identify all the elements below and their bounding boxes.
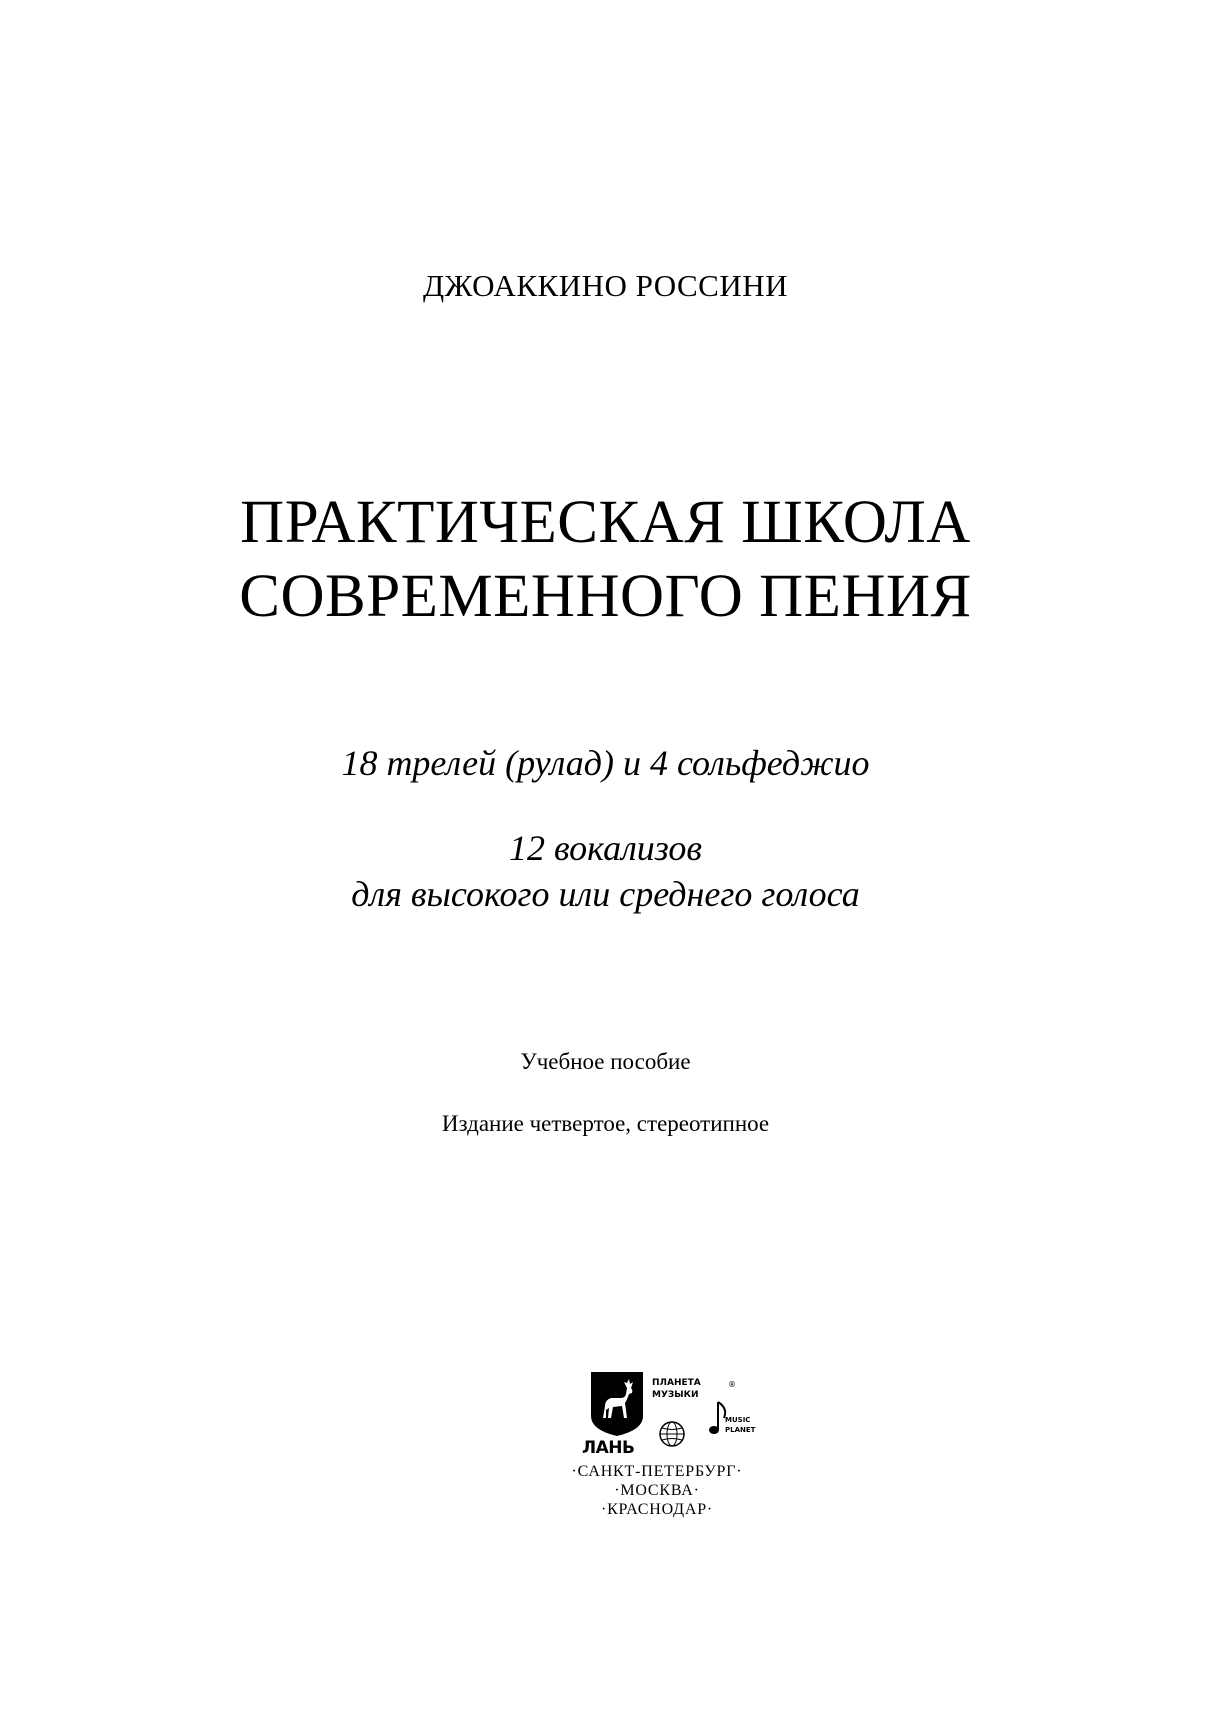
- city-saint-petersburg: ·САНКТ-ПЕТЕРБУРГ·: [571, 1463, 743, 1480]
- book-type: Учебное пособие: [520, 1049, 691, 1074]
- subtitle-vocalises-line-1: 12 вокализов: [509, 828, 702, 868]
- trademark-symbol: ®: [728, 1380, 736, 1389]
- music-planet-text-2: PLANET: [725, 1426, 756, 1434]
- publisher-cities: [557, 1462, 757, 1519]
- planet-logo-text-1: ПЛАНЕТА: [652, 1378, 701, 1388]
- music-planet-text-1: MUSIC: [725, 1416, 751, 1424]
- edition-note: Издание четвертое, стереотипное: [441, 1111, 770, 1136]
- globe-note-icon: [652, 1400, 732, 1450]
- city-krasnodar: ·КРАСНОДАР·: [600, 1501, 714, 1518]
- city-moscow: ·МОСКВА·: [614, 1482, 700, 1499]
- lan-logo-text: ЛАНЬ: [582, 1438, 635, 1458]
- author-name: ДЖОАККИНО РОССИНИ: [422, 268, 789, 303]
- subtitle-vocalises-line-2: для высокого или среднего голоса: [351, 874, 860, 914]
- planet-logo-text-2: МУЗЫКИ: [652, 1390, 699, 1400]
- planet-of-music-logo: [652, 1378, 756, 1458]
- subtitle-vocalises: [0, 825, 1211, 917]
- book-title: [0, 486, 1211, 634]
- lan-deer-logo-icon: [587, 1370, 647, 1438]
- book-title-line-1: ПРАКТИЧЕСКАЯ ШКОЛА: [240, 489, 971, 556]
- publisher-logo-block: [557, 1370, 757, 1520]
- subtitle-trills: 18 трелей (рулад) и 4 сольфеджио: [341, 743, 870, 783]
- book-title-line-2: СОВРЕМЕННОГО ПЕНИЯ: [239, 563, 972, 630]
